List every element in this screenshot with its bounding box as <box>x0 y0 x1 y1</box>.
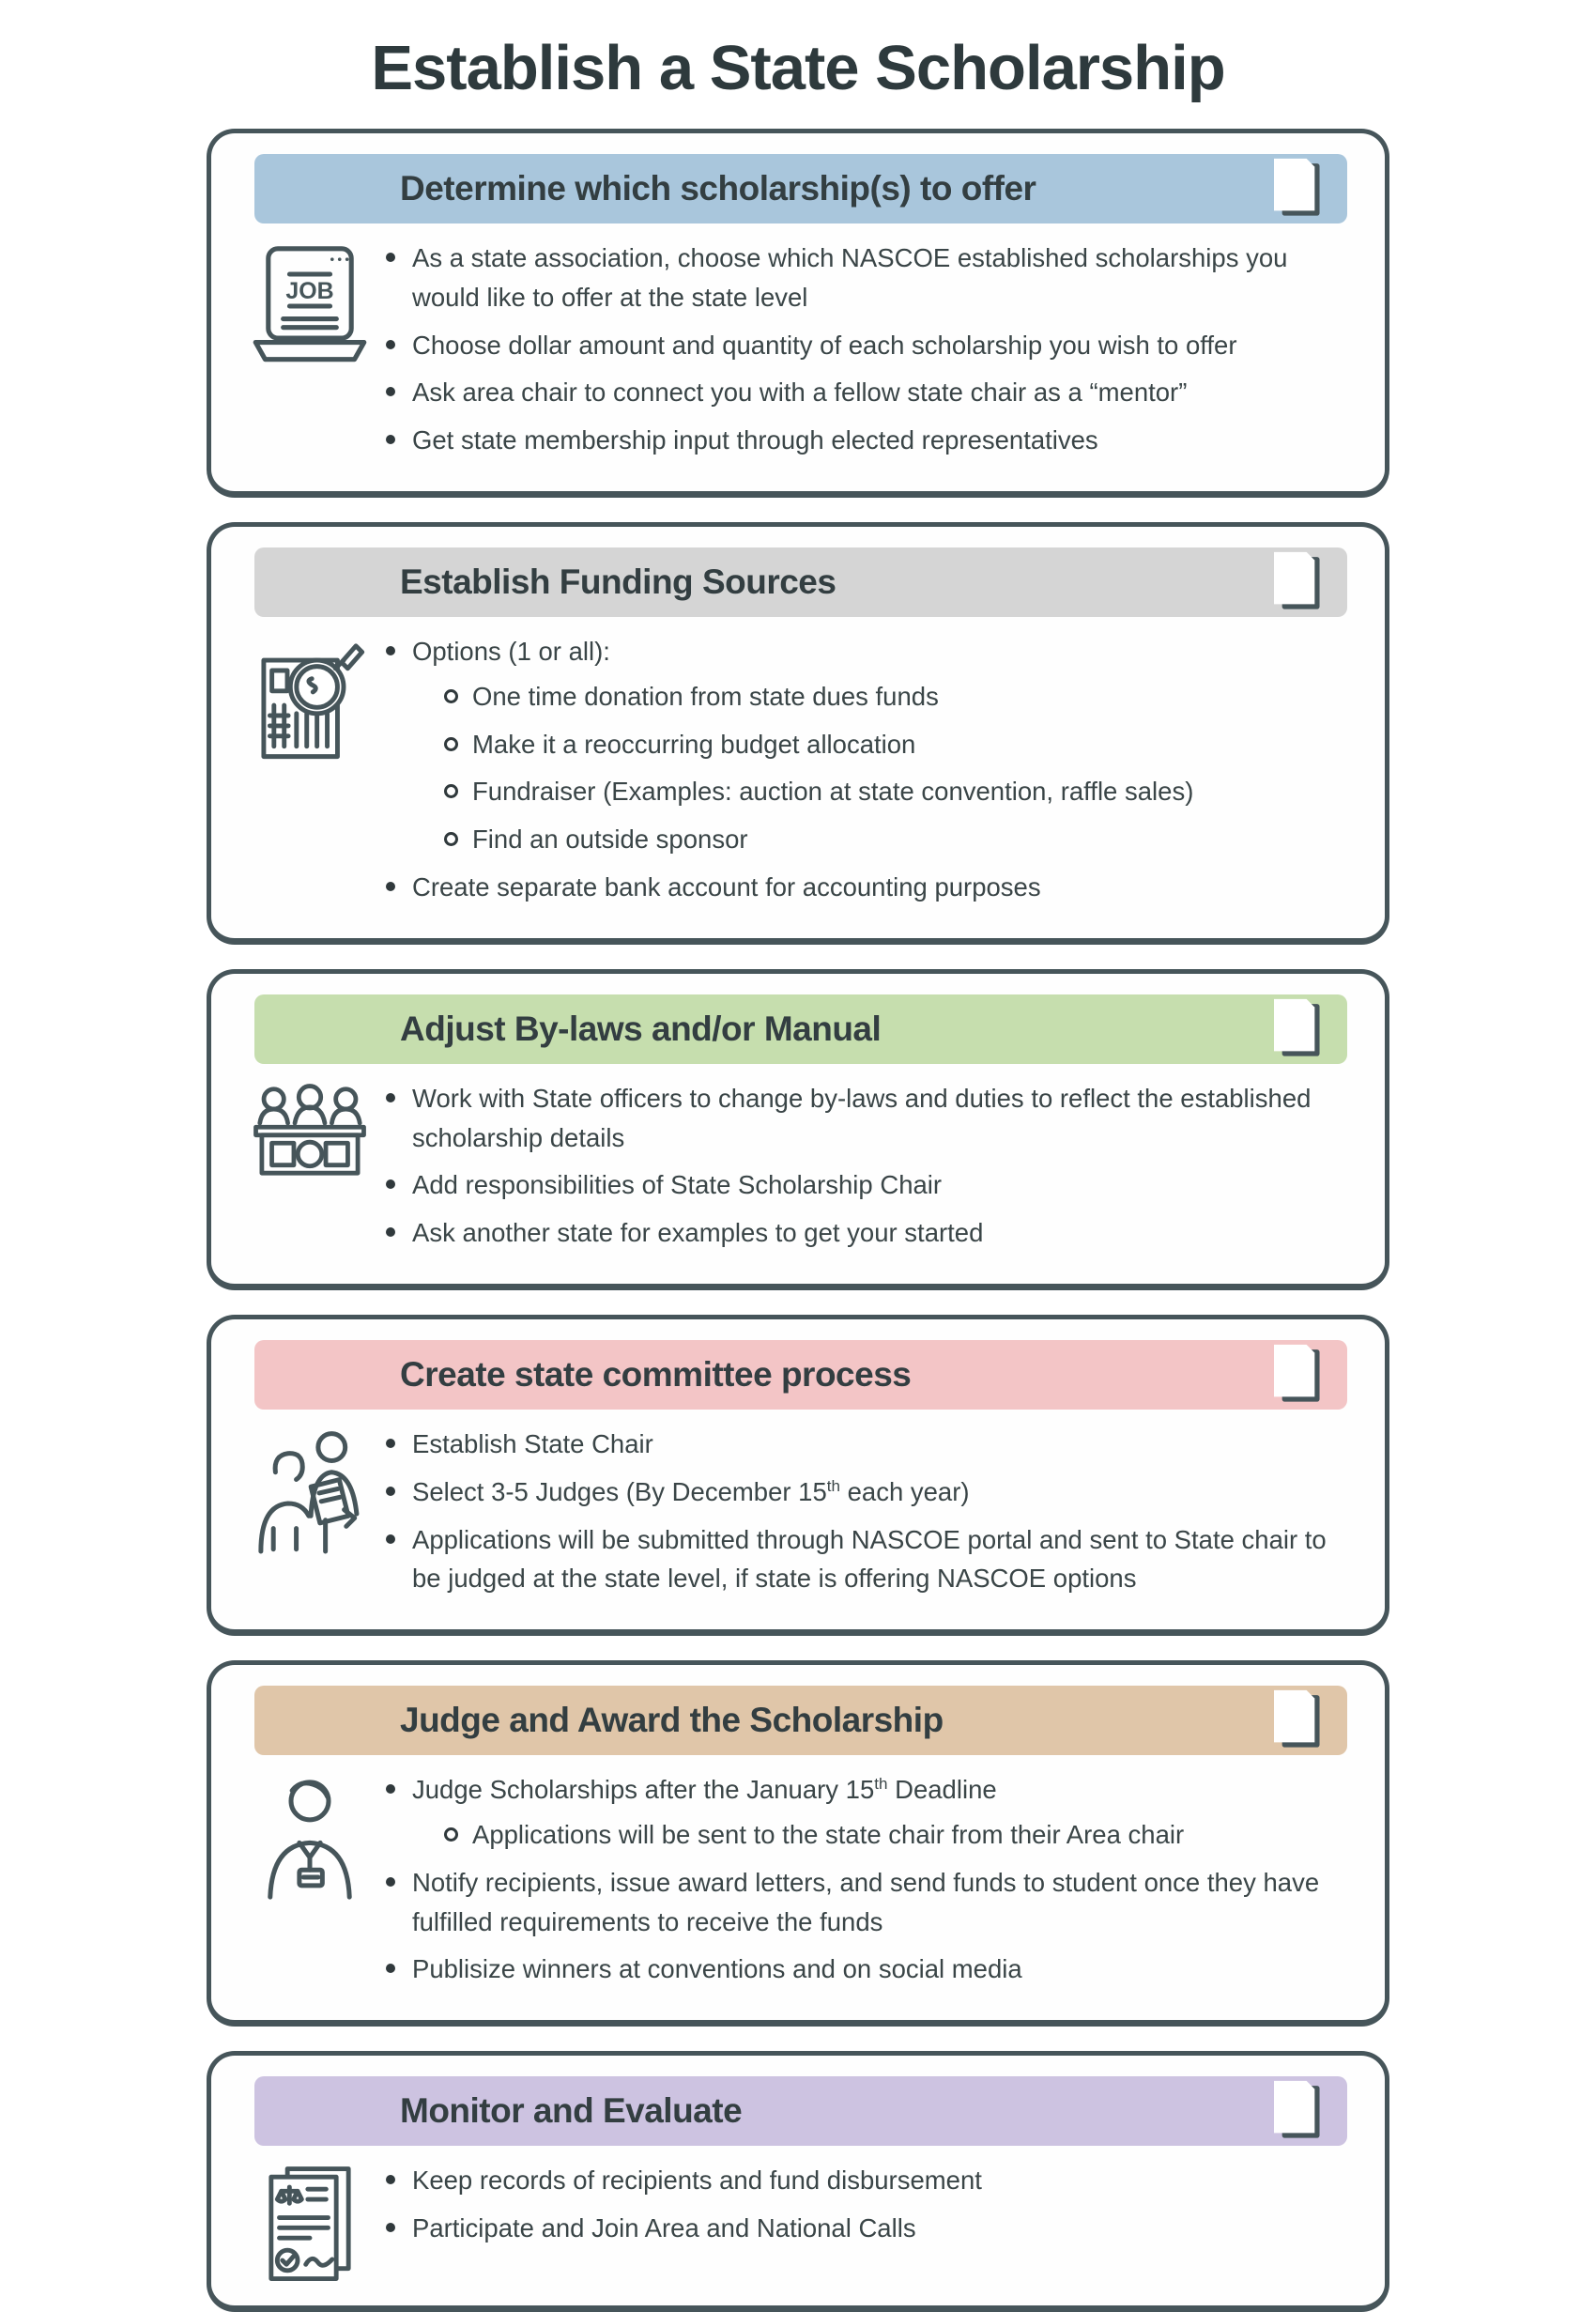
bullet-list <box>380 2161 1343 2248</box>
bullet-item: Notify recipients, issue award letters, and send funds to student once they have fulfilled requirements to receive the funds <box>380 1863 1343 1942</box>
section-checkbox[interactable] <box>1274 1344 1323 1406</box>
sub-bullet-item: Make it a reoccurring budget allocation <box>440 725 1343 764</box>
section-card-monitor-evaluate <box>207 2051 1389 2312</box>
section-header <box>254 994 1347 1064</box>
bullet-item: Applications will be submitted through NASCOE portal and sent to State chair to be judged at the state level, if state is offering NASCOE options <box>380 1520 1343 1599</box>
section-content <box>239 239 1347 469</box>
section-title: Create state committee process <box>400 1354 912 1394</box>
bullet-item: As a state association, choose which NASCOE established scholarships you would like to offer at the state level <box>380 239 1343 317</box>
section-title: Determine which scholarship(s) to offer <box>400 169 1036 208</box>
section-content <box>239 1770 1347 1997</box>
discussion-clipboard-icon <box>253 1428 367 1560</box>
section-header <box>254 1340 1347 1410</box>
section-content <box>239 1425 1347 1607</box>
bullet-list <box>380 632 1343 907</box>
section-title: Judge and Award the Scholarship <box>400 1701 944 1740</box>
section-checkbox[interactable] <box>1274 998 1323 1060</box>
bullet-item: Options (1 or all): One time donation from state dues funds Make it a reoccurring budget allocation Fundraiser (Examples: auction at state convention, raffle sales) Find an outside sponsor <box>380 632 1343 859</box>
bullet-item: Ask another state for examples to get your started <box>380 1213 1343 1253</box>
bullet-item: Add responsibilities of State Scholarship Chair <box>380 1165 1343 1205</box>
sub-bullet-list <box>440 1815 1343 1855</box>
section-content <box>239 632 1347 916</box>
bullet-item: Select 3-5 Judges (By December 15th each year) <box>380 1472 1343 1512</box>
section-checkbox[interactable] <box>1274 551 1323 613</box>
section-checkbox[interactable] <box>1274 1689 1323 1751</box>
section-header <box>254 2076 1347 2146</box>
section-card-determine-scholarships <box>207 129 1389 498</box>
section-checkbox[interactable] <box>1274 2080 1323 2142</box>
section-card-bylaws-manual <box>207 969 1389 1290</box>
section-card-funding-sources <box>207 522 1389 945</box>
section-title: Adjust By-laws and/or Manual <box>400 1009 882 1048</box>
section-header <box>254 1686 1347 1755</box>
page-title: Establish a State Scholarship <box>371 33 1225 103</box>
bullet-list <box>380 1425 1343 1598</box>
bullet-item: Create separate bank account for accounting purposes <box>380 868 1343 907</box>
section-title: Monitor and Evaluate <box>400 2091 743 2131</box>
committee-panel-icon <box>248 1083 372 1195</box>
bullet-item: Ask area chair to connect you with a fellow state chair as a “mentor” <box>380 373 1343 412</box>
section-card-committee-process <box>207 1315 1389 1636</box>
section-card-judge-award <box>207 1660 1389 2027</box>
card-stack <box>207 129 1389 2312</box>
bullet-list <box>380 1770 1343 1989</box>
bullet-item: Judge Scholarships after the January 15th Deadline Applications will be sent to the state chair from their Area chair <box>380 1770 1343 1855</box>
sub-bullet-list <box>440 677 1343 859</box>
bullet-item: Establish State Chair <box>380 1425 1343 1464</box>
section-header <box>254 547 1347 617</box>
bullet-item: Get state membership input through elected representatives <box>380 421 1343 460</box>
legal-records-document-icon <box>261 2165 359 2283</box>
sub-bullet-item: Applications will be sent to the state chair from their Area chair <box>440 1815 1343 1855</box>
sub-bullet-item: Find an outside sponsor <box>440 820 1343 859</box>
bullet-item: Work with State officers to change by-laws and duties to reflect the established scholarship details <box>380 1079 1343 1158</box>
section-title: Establish Funding Sources <box>400 562 836 601</box>
section-checkbox[interactable] <box>1274 158 1323 220</box>
bullet-list <box>380 239 1343 460</box>
bullet-item: Publisize winners at conventions and on social media <box>380 1950 1343 1989</box>
section-content <box>239 1079 1347 1261</box>
sub-bullet-item: Fundraiser (Examples: auction at state convention, raffle sales) <box>440 772 1343 811</box>
judge-person-badge-icon <box>257 1774 362 1905</box>
sub-bullet-item: One time donation from state dues funds <box>440 677 1343 717</box>
bullet-item: Choose dollar amount and quantity of each scholarship you wish to offer <box>380 326 1343 365</box>
bullet-list <box>380 1079 1343 1253</box>
section-header <box>254 154 1347 223</box>
funding-analysis-magnifier-icon <box>253 636 366 773</box>
bullet-item: Participate and Join Area and National Calls <box>380 2209 1343 2248</box>
bullet-item: Keep records of recipients and fund disbursement <box>380 2161 1343 2200</box>
job-posting-laptop-icon <box>251 242 369 370</box>
svg-text:JOB: JOB <box>285 278 334 305</box>
section-content <box>239 2161 1347 2283</box>
